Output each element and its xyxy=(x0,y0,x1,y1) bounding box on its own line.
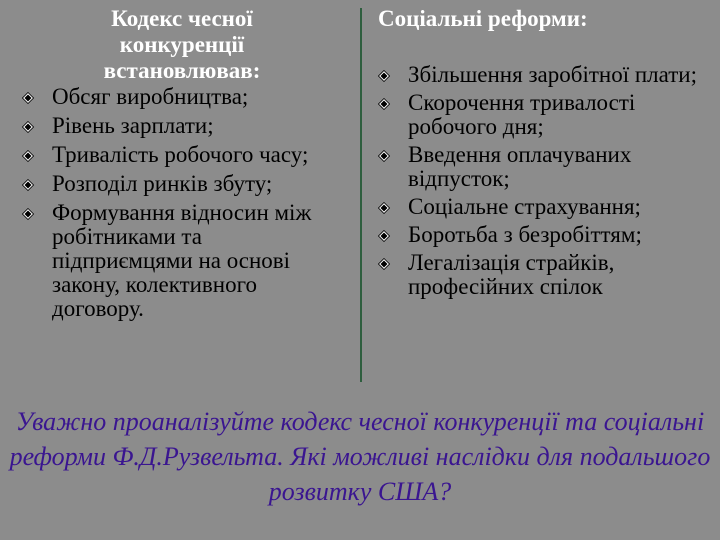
list-item xyxy=(378,143,713,191)
list-item-text: Рівень зарплати; xyxy=(52,113,214,138)
list-item-text: Обсяг виробництва; xyxy=(52,84,249,109)
list-item-text: Скорочення тривалості робочого дня; xyxy=(408,90,636,139)
diamond-bullet-icon xyxy=(378,202,390,214)
list-item xyxy=(22,85,342,109)
list-item-text: Легалізація страйків, професійних спілок xyxy=(408,250,615,299)
diamond-bullet-icon xyxy=(22,121,34,133)
diamond-bullet-icon xyxy=(378,150,390,162)
right-column xyxy=(378,6,713,303)
left-column-title: Кодекс чесної конкуренції встановлював: xyxy=(103,6,261,83)
list-item-text: Соціальне страхування; xyxy=(408,194,641,219)
list-item xyxy=(378,91,713,139)
diamond-bullet-icon xyxy=(22,150,34,162)
list-item xyxy=(378,195,713,219)
list-item xyxy=(378,223,713,247)
list-item-text: Введення оплачуваних відпусток; xyxy=(408,142,632,191)
diamond-bullet-icon xyxy=(378,230,390,242)
list-item xyxy=(378,251,713,299)
right-bullet-list xyxy=(378,63,713,299)
list-item xyxy=(378,63,713,87)
diamond-bullet-icon xyxy=(378,98,390,110)
diamond-bullet-icon xyxy=(378,70,390,82)
list-item-text: Боротьба з безробіттям; xyxy=(408,222,642,247)
list-item xyxy=(22,172,342,196)
left-column xyxy=(22,6,342,326)
diamond-bullet-icon xyxy=(22,179,34,191)
list-item xyxy=(22,143,342,167)
list-item-text: Збільшення заробітної плати; xyxy=(408,62,697,87)
list-item-text: Формування відносин між робітниками та підприємцями на основі закону, колективного договору. xyxy=(52,200,312,321)
left-bullet-list xyxy=(22,85,342,321)
right-column-title: Соціальні реформи: xyxy=(378,6,588,31)
list-item-text: Тривалість робочого часу; xyxy=(52,142,309,167)
question-prompt: Уважно проаналізуйте кодекс чесної конкуренції та соціальні реформи Ф.Д.Рузвельта. Які можливі наслідки для подальшого розвитку США? xyxy=(9,407,711,506)
list-item-text: Розподіл ринків збуту; xyxy=(52,171,273,196)
diamond-bullet-icon xyxy=(22,92,34,104)
diamond-bullet-icon xyxy=(378,258,390,270)
list-item xyxy=(22,201,342,321)
diamond-bullet-icon xyxy=(22,208,34,220)
column-divider xyxy=(360,8,362,382)
list-item xyxy=(22,114,342,138)
